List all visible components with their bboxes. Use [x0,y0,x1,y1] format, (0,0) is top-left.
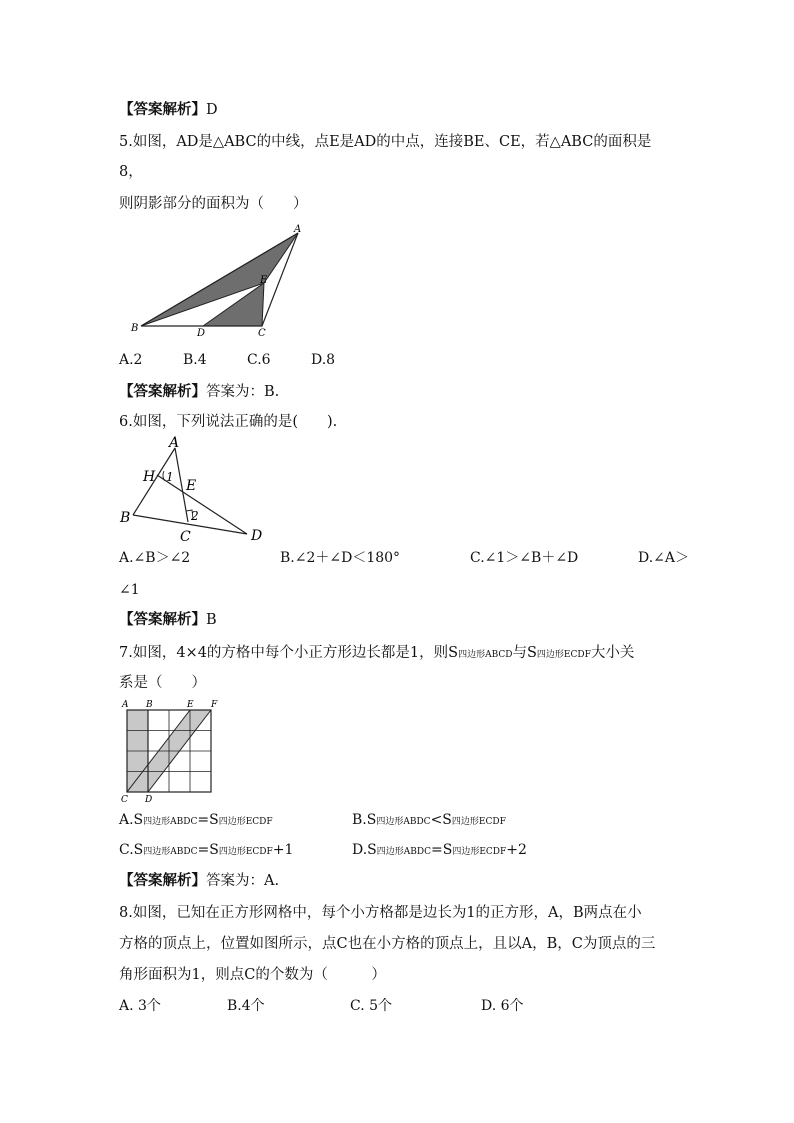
q7-option-d [352,840,527,862]
q6-option-a: A.∠B＞∠2 [119,550,191,566]
q5-option-d: D.8 [311,352,336,368]
option-text: =S [431,842,453,858]
label-c: C [180,529,191,545]
q7-stem-line2: 系是（ ） [119,675,206,691]
answer-text: B [206,612,217,628]
q6-option-b: B.∠2＋∠D＜180° [280,550,401,566]
label-e: E [186,478,197,494]
q8-option-b: B.4个 [227,998,265,1014]
answer-text: 答案为：B. [206,384,280,400]
q8-stem-line1: 8.如图，已知在正方形网格中，每个小方格都是边长为1的正方形，A，B两点在小 [119,905,642,921]
q5-option-a: A.2 [119,352,143,368]
q6-option-d: D.∠A＞ [638,550,690,566]
option-text: =S [197,812,219,828]
label-h: H [143,469,156,485]
label-d: D [251,528,263,544]
label-b: B [120,510,131,526]
q5-stem-line3: 则阴影部分的面积为（ ） [119,196,308,212]
angle-2-label: 2 [191,509,199,523]
angle-1-label: 1 [166,470,174,484]
answer-tag: 【答案解析】 [119,872,206,889]
subscript: 四边形ECDF [218,817,273,827]
label-a: A [294,224,302,235]
q6-option-d-wrap: ∠1 [119,582,140,598]
subscript: 四边形ABDC [376,847,431,857]
label-d: D [197,328,206,339]
q7-option-b [352,810,506,832]
q7-option-a [119,810,273,832]
q8-option-a: A. 3个 [119,998,161,1014]
label-b: B [131,323,139,334]
q8-stem-line3: 角形面积为1，则点C的个数为（ ） [119,967,386,983]
q7-option-c [119,840,293,862]
q5-stem-line1: 5.如图，AD是△ABC的中线，点E是AD的中点，连接BE、CE，若△ABC的面积是 [119,134,652,150]
option-text: D.S [352,842,377,858]
option-text: =S [197,842,219,858]
q5-option-c: C.6 [247,352,271,368]
q8-option-c: C. 5个 [350,998,393,1014]
label-d: D [145,795,153,805]
option-text: <S [430,812,452,828]
q7-answer [119,871,279,891]
subscript: 四边形ECDF [218,847,273,857]
subscript: 四边形ABDC [376,817,431,827]
answer-text: 答案为：A. [206,873,280,889]
option-text: B.S [352,812,377,828]
label-a: A [169,435,180,451]
subscript: 四边形ECDF [452,847,507,857]
label-c: C [258,328,266,339]
option-text: +1 [272,842,294,858]
option-text: C.S [119,842,144,858]
label-a: A [122,700,129,710]
option-text: A.S [119,812,144,828]
stem-part: 与S [512,645,537,661]
answer-tag: 【答案解析】 [119,101,206,118]
option-text: +2 [506,842,527,858]
subscript: 四边形ABDC [143,847,198,857]
q8-stem-line2: 方格的顶点上，位置如图所示，点C也在小方格的顶点上，且以A，B，C为顶点的三 [119,936,656,952]
subscript: 四边形ECDF [451,817,506,827]
q8-option-d: D. 6个 [481,998,524,1014]
label-f: F [211,700,218,710]
label-e: E [187,700,194,710]
label-e: E [260,275,268,286]
subscript: 四边形ABDC [143,817,198,827]
subscript: 四边形ECDF [536,650,591,660]
answer-text: D [206,102,218,118]
answer-tag: 【答案解析】 [119,383,206,400]
stem-part: 7.如图，4×4的方格中每个小正方形边长都是1，则S [119,645,459,661]
answer-tag: 【答案解析】 [119,611,206,628]
label-b: B [146,700,153,710]
q6-option-c: C.∠1＞∠B＋∠D [470,550,579,566]
label-c: C [121,795,128,805]
subscript: 四边形ABCD [458,650,513,660]
q5-stem-line2: 8， [119,164,143,180]
stem-part: 大小关 [590,645,635,661]
q6-stem: 6.如图，下列说法正确的是( ). [119,414,338,430]
q5-option-b: B.4 [183,352,207,368]
